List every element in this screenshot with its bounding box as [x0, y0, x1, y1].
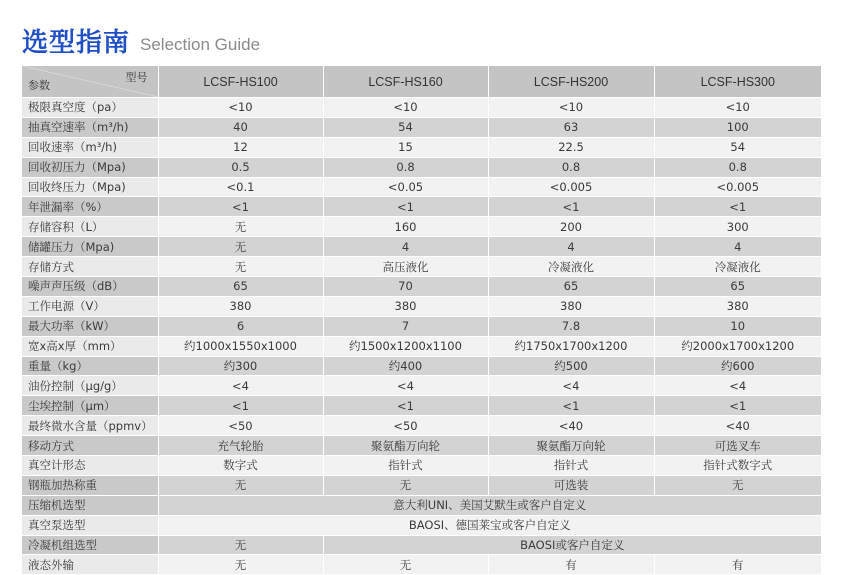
table-cell: 65 [488, 277, 654, 297]
table-cell: 约1750x1700x1200 [488, 336, 654, 356]
table-cell: 约2000x1700x1200 [654, 336, 821, 356]
table-row [22, 336, 821, 356]
table-cell: 40 [158, 117, 323, 137]
row-label: 极限真空度（pa） [22, 98, 158, 118]
table-cell: <0.005 [488, 177, 654, 197]
table-cell: <4 [158, 376, 323, 396]
table-cell: <1 [654, 396, 821, 416]
table-cell: 7.8 [488, 316, 654, 336]
table-cell: 约600 [654, 356, 821, 376]
table-cell: <4 [654, 376, 821, 396]
table-cell: <0.005 [654, 177, 821, 197]
table-cell: 0.8 [654, 157, 821, 177]
table-cell: 22.5 [488, 137, 654, 157]
table-row [22, 98, 821, 118]
row-label: 钢瓶加热称重 [22, 475, 158, 495]
table-row [22, 117, 821, 137]
table-cell: 约400 [323, 356, 488, 376]
table-row [22, 237, 821, 257]
table-cell: <1 [323, 197, 488, 217]
table-cell: 54 [654, 137, 821, 157]
table-cell: 无 [323, 475, 488, 495]
table-cell: 300 [654, 217, 821, 237]
table-cell: 有 [488, 555, 654, 575]
merged-cell: 意大利UNI、美国艾默生或客户自定义 [158, 495, 821, 515]
spec-table-body [22, 98, 821, 575]
table-cell: 7 [323, 316, 488, 336]
row-label: 最终微水含量（ppmv） [22, 416, 158, 436]
table-row [22, 296, 821, 316]
table-cell: 12 [158, 137, 323, 157]
table-cell: <50 [323, 416, 488, 436]
table-cell: <0.1 [158, 177, 323, 197]
table-cell: 63 [488, 117, 654, 137]
table-cell: 数字式 [158, 456, 323, 476]
table-cell: 4 [323, 237, 488, 257]
table-cell: <40 [488, 416, 654, 436]
table-cell: <10 [158, 98, 323, 118]
model-header: LCSF-HS160 [323, 66, 488, 98]
merged-cell: BAOSI、德国莱宝或客户自定义 [158, 515, 821, 535]
table-cell: 10 [654, 316, 821, 336]
row-label: 回收速率（m³/h) [22, 137, 158, 157]
table-cell: 4 [654, 237, 821, 257]
table-cell: 200 [488, 217, 654, 237]
table-row [22, 137, 821, 157]
title-english: Selection Guide [140, 35, 261, 54]
table-cell: <1 [323, 396, 488, 416]
table-cell: 约300 [158, 356, 323, 376]
table-row [22, 376, 821, 396]
row-label: 最大功率（kW） [22, 316, 158, 336]
table-cell: 冷凝液化 [488, 257, 654, 277]
table-row-liquid-output [22, 555, 821, 575]
table-cell: <1 [488, 197, 654, 217]
corner-model-label: 型号 [125, 72, 148, 84]
model-header: LCSF-HS100 [158, 66, 323, 98]
table-row [22, 217, 821, 237]
table-row-vacuum-pump [22, 515, 821, 535]
row-label: 存储容积（L） [22, 217, 158, 237]
table-row [22, 177, 821, 197]
row-label: 年泄漏率（%） [22, 197, 158, 217]
table-cell: 65 [158, 277, 323, 297]
table-cell: <10 [323, 98, 488, 118]
table-cell: 380 [323, 296, 488, 316]
table-cell: 约500 [488, 356, 654, 376]
table-cell: 聚氨酯万向轮 [323, 436, 488, 456]
title-chinese: 选型指南 [22, 28, 131, 58]
table-cell: 无 [158, 535, 323, 555]
table-row [22, 356, 821, 376]
table-cell: 无 [323, 555, 488, 575]
model-header: LCSF-HS200 [488, 66, 654, 98]
table-cell: 指针式数字式 [654, 456, 821, 476]
table-cell: <1 [654, 197, 821, 217]
table-cell: <4 [323, 376, 488, 396]
row-label: 液态外输 [22, 555, 158, 575]
row-label: 真空计形态 [22, 456, 158, 476]
row-label: 工作电源（V） [22, 296, 158, 316]
corner-param-label: 参数 [28, 80, 50, 92]
row-label: 回收终压力（Mpa) [22, 177, 158, 197]
table-cell: <0.05 [323, 177, 488, 197]
table-cell: 无 [158, 475, 323, 495]
table-cell: 0.5 [158, 157, 323, 177]
table-cell: 无 [654, 475, 821, 495]
table-cell: 无 [158, 217, 323, 237]
table-cell: 无 [158, 237, 323, 257]
table-cell: 可选装 [488, 475, 654, 495]
table-cell: 70 [323, 277, 488, 297]
table-cell: <1 [488, 396, 654, 416]
table-cell: 380 [654, 296, 821, 316]
table-row [22, 436, 821, 456]
table-cell: 约1000x1550x1000 [158, 336, 323, 356]
table-row [22, 456, 821, 476]
corner-header [22, 66, 158, 98]
table-cell: 54 [323, 117, 488, 137]
table-cell: <1 [158, 396, 323, 416]
row-label: 尘埃控制（μm） [22, 396, 158, 416]
table-cell: 聚氨酯万向轮 [488, 436, 654, 456]
table-row-condenser [22, 535, 821, 555]
table-cell: <10 [654, 98, 821, 118]
row-label: 压缩机选型 [22, 495, 158, 515]
row-label: 重量（kg） [22, 356, 158, 376]
spec-table [22, 66, 821, 575]
table-row [22, 257, 821, 277]
table-cell: 380 [488, 296, 654, 316]
merged-cell: BAOSI或客户自定义 [323, 535, 821, 555]
model-header: LCSF-HS300 [654, 66, 821, 98]
table-cell: 指针式 [488, 456, 654, 476]
table-row [22, 157, 821, 177]
header-row [22, 66, 821, 98]
row-label: 抽真空速率（m³/h) [22, 117, 158, 137]
row-label: 存储方式 [22, 257, 158, 277]
page-title [22, 20, 260, 60]
table-row [22, 475, 821, 495]
table-cell: 高压液化 [323, 257, 488, 277]
row-label: 冷凝机组选型 [22, 535, 158, 555]
table-row [22, 396, 821, 416]
table-cell: 65 [654, 277, 821, 297]
table-row [22, 197, 821, 217]
table-cell: 15 [323, 137, 488, 157]
table-cell: 无 [158, 257, 323, 277]
row-label: 移动方式 [22, 436, 158, 456]
table-cell: 0.8 [323, 157, 488, 177]
table-cell: 6 [158, 316, 323, 336]
table-cell: 有 [654, 555, 821, 575]
table-cell: 充气轮胎 [158, 436, 323, 456]
table-row [22, 416, 821, 436]
table-row-compressor [22, 495, 821, 515]
table-cell: 160 [323, 217, 488, 237]
table-cell: <10 [488, 98, 654, 118]
table-row [22, 316, 821, 336]
table-cell: 0.8 [488, 157, 654, 177]
table-cell: 380 [158, 296, 323, 316]
table-cell: <50 [158, 416, 323, 436]
table-row [22, 277, 821, 297]
row-label: 储罐压力（Mpa) [22, 237, 158, 257]
row-label: 回收初压力（Mpa) [22, 157, 158, 177]
table-cell: 可选叉车 [654, 436, 821, 456]
row-label: 噪声声压级（dB） [22, 277, 158, 297]
table-cell: 指针式 [323, 456, 488, 476]
table-cell: 100 [654, 117, 821, 137]
table-cell: 4 [488, 237, 654, 257]
table-cell: 无 [158, 555, 323, 575]
table-cell: 约1500x1200x1100 [323, 336, 488, 356]
table-cell: <1 [158, 197, 323, 217]
table-cell: <40 [654, 416, 821, 436]
row-label: 宽x高x厚（mm） [22, 336, 158, 356]
row-label: 真空泵选型 [22, 515, 158, 535]
table-cell: <4 [488, 376, 654, 396]
table-cell: 冷凝液化 [654, 257, 821, 277]
row-label: 油份控制（μg/g） [22, 376, 158, 396]
